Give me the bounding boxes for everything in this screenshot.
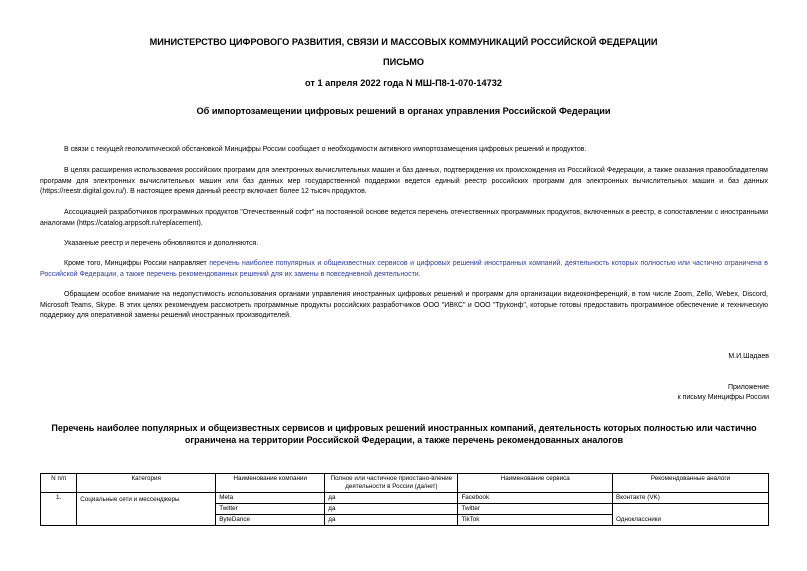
cell-suspended: да [325,493,458,504]
cell-num: 1. [41,493,77,526]
header-suspended: Полное или частичное приостано-вление деятельности в России (да/нет) [325,474,458,493]
cell-category: Социальные сети и мессенджеры [77,493,216,526]
paragraph-3: Ассоциацией разработчиков программных продуктов "Отечественный софт" на постоянной основе ведется перечень отечественных программных продуктов, включенных в реестр, в сопоставлении с иностранными аналогами (https://catalog.arppsoft.ru/replacement). [40,209,768,227]
cell-analog: Одноклассники [613,504,769,526]
appendix-note [678,383,769,403]
doc-subject: Об импортозамещении цифровых решений в органах управления Российской Федерации [196,106,611,116]
cell-company: ByteDance [216,515,325,526]
table-title: Перечень наиболее популярных и общеизвестных сервисов и цифровых решений иностранных компаний, деятельность которых полностью или частично ограничена на территории Российской Федерации, а также перечень рекомендованных аналогов [51,423,757,445]
header-num: N п/п [41,474,77,493]
analogs-table [40,473,769,526]
ministry-title: МИНИСТЕРСТВО ЦИФРОВОГО РАЗВИТИЯ, СВЯЗИ И МАССОВЫХ КОММУНИКАЦИЙ РОССИЙСКОЙ ФЕДЕРАЦИИ [149,37,658,47]
table-row [41,493,769,504]
header-service: Наименование сервиса [458,474,613,493]
signature: М.И.Шадаев [728,353,769,360]
header-company: Наименование компании [216,474,325,493]
paragraph-4: Указанные реестр и перечень обновляются и дополняются. [64,240,259,247]
appendix-line-1: Приложение [727,384,769,391]
paragraph-6: Обращаем особое внимание на недопустимость использования органами управления иностранных цифровых решений и программ для организации видеоконференций, в том числе Zoom, Zello, Webex, Discord, Microsoft Teams, Skype. В этих целях рекомендуем рассмотреть программные продукты российских разработчиков ООО "ИВКС" и ООО "Труконф", которые готовы предоставить программное обеспечение и техническую поддержку для оперативной замены решений иностранных производителей. [40,291,768,319]
cell-service: Twitter [458,504,613,515]
cell-company: Twitter [216,504,325,515]
cell-suspended: да [325,504,458,515]
doc-type: ПИСЬМО [382,57,425,67]
header-category: Категория [77,474,216,493]
paragraph-1: В связи с текущей геополитической обстановкой Минцифры России сообщает о необходимости активного импортозамещения цифровых решений и продуктов. [64,146,587,153]
cell-service: TikTok [458,515,613,526]
header-analogs: Рекомендованные аналоги [613,474,769,493]
paragraph-2: В целях расширения использования российских программ для электронных вычислительных машин и баз данных, подтверждения их происхождения из Российской Федерации, а также оказания правообладателям программ для электронных вычислительных машин или баз данных мер государственной поддержки ведется единый реестр российских программ для электронных вычислительных машин и баз данных (https://reestr.digital.gov.ru/). В настоящее время данный реестр включает более 12 тысяч продуктов. [40,167,768,195]
cell-service: Facebook [458,493,613,504]
appendix-link[interactable]: перечень наиболее популярных и общеизвестных сервисов и цифровых решений иностранных компаний, деятельность которых полностью или частично ограничена в Российской Федерации, а также перечень рекомендованных решений для их замены в повседневной деятельности. [40,260,768,278]
paragraph-5 [40,259,768,280]
table-header-row [41,474,769,493]
cell-suspended: да [325,515,458,526]
paragraph-5-text: Кроме того, Минцифры России направляет [64,260,210,267]
cell-company: Meta [216,493,325,504]
appendix-line-2: к письму Минцифры России [677,394,769,401]
cell-analog: Вконтакте (VK) [613,493,769,504]
doc-date-number: от 1 апреля 2022 года N МШ-П8-1-070-14732 [305,78,502,88]
